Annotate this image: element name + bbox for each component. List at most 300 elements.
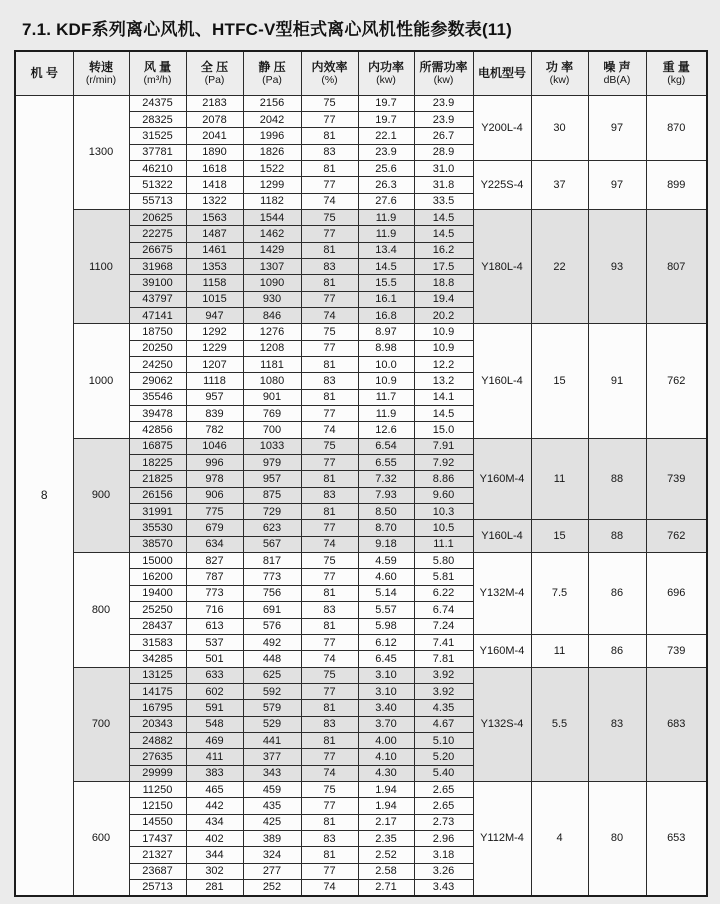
- internal-power-cell: 4.59: [358, 553, 414, 569]
- motor-power-cell: 11: [531, 438, 588, 520]
- required-power-cell: 14.1: [414, 389, 473, 405]
- required-power-cell: 23.9: [414, 95, 473, 111]
- required-power-cell: 3.92: [414, 667, 473, 683]
- efficiency-cell: 81: [301, 357, 358, 373]
- performance-table: [14, 50, 708, 897]
- speed-cell: 700: [73, 667, 129, 781]
- efficiency-cell: 75: [301, 209, 358, 225]
- airflow-cell: 16875: [129, 438, 186, 454]
- airflow-cell: 22275: [129, 226, 186, 242]
- internal-power-cell: 11.9: [358, 226, 414, 242]
- airflow-cell: 27635: [129, 749, 186, 765]
- airflow-cell: 24375: [129, 95, 186, 111]
- airflow-cell: 24882: [129, 732, 186, 748]
- header-cell-speed: [73, 51, 129, 95]
- airflow-cell: 21825: [129, 471, 186, 487]
- weight-cell: 653: [646, 781, 707, 895]
- total-pressure-cell: 1618: [186, 160, 243, 176]
- required-power-cell: 3.92: [414, 683, 473, 699]
- total-pressure-cell: 465: [186, 781, 243, 797]
- total-pressure-cell: 2078: [186, 111, 243, 127]
- total-pressure-cell: 1158: [186, 275, 243, 291]
- airflow-cell: 31991: [129, 504, 186, 520]
- motor-power-cell: 37: [531, 160, 588, 209]
- efficiency-cell: 74: [301, 536, 358, 552]
- total-pressure-cell: 633: [186, 667, 243, 683]
- static-pressure-cell: 2156: [243, 95, 301, 111]
- speed-cell: 1300: [73, 95, 129, 209]
- static-pressure-cell: 1429: [243, 242, 301, 258]
- required-power-cell: 7.91: [414, 438, 473, 454]
- static-pressure-cell: 435: [243, 798, 301, 814]
- motor-power-cell: 15: [531, 520, 588, 553]
- efficiency-cell: 75: [301, 438, 358, 454]
- efficiency-cell: 77: [301, 683, 358, 699]
- speed-cell: 1000: [73, 324, 129, 438]
- motor-power-cell: 22: [531, 209, 588, 323]
- header-cell-efficiency: [301, 51, 358, 95]
- efficiency-cell: 81: [301, 504, 358, 520]
- airflow-cell: 20625: [129, 209, 186, 225]
- table-body: [15, 95, 707, 896]
- internal-power-cell: 6.45: [358, 651, 414, 667]
- noise-cell: 86: [588, 553, 646, 635]
- efficiency-cell: 81: [301, 732, 358, 748]
- total-pressure-cell: 383: [186, 765, 243, 781]
- internal-power-cell: 4.30: [358, 765, 414, 781]
- total-pressure-cell: 548: [186, 716, 243, 732]
- total-pressure-cell: 716: [186, 602, 243, 618]
- static-pressure-cell: 1181: [243, 357, 301, 373]
- header-cell-required-power: [414, 51, 473, 95]
- airflow-cell: 29062: [129, 373, 186, 389]
- efficiency-cell: 83: [301, 144, 358, 160]
- internal-power-cell: 8.50: [358, 504, 414, 520]
- internal-power-cell: 8.98: [358, 340, 414, 356]
- static-pressure-cell: 1208: [243, 340, 301, 356]
- internal-power-cell: 4.10: [358, 749, 414, 765]
- static-pressure-cell: 1522: [243, 160, 301, 176]
- required-power-cell: 31.8: [414, 177, 473, 193]
- internal-power-cell: 3.70: [358, 716, 414, 732]
- required-power-cell: 4.67: [414, 716, 473, 732]
- header-cell-total-pressure: [186, 51, 243, 95]
- static-pressure-cell: 1307: [243, 258, 301, 274]
- required-power-cell: 20.2: [414, 307, 473, 323]
- table-row: [15, 324, 707, 340]
- efficiency-cell: 83: [301, 716, 358, 732]
- static-pressure-cell: 459: [243, 781, 301, 797]
- airflow-cell: 12150: [129, 798, 186, 814]
- motor-model-cell: Y132S-4: [473, 667, 531, 781]
- efficiency-cell: 77: [301, 749, 358, 765]
- airflow-cell: 26675: [129, 242, 186, 258]
- header-cell-airflow: [129, 51, 186, 95]
- static-pressure-cell: 691: [243, 602, 301, 618]
- table-row: [15, 95, 707, 111]
- internal-power-cell: 14.5: [358, 258, 414, 274]
- required-power-cell: 9.60: [414, 487, 473, 503]
- total-pressure-cell: 1418: [186, 177, 243, 193]
- total-pressure-cell: 1322: [186, 193, 243, 209]
- static-pressure-cell: 1182: [243, 193, 301, 209]
- airflow-cell: 21327: [129, 847, 186, 863]
- efficiency-cell: 81: [301, 814, 358, 830]
- airflow-cell: 19400: [129, 585, 186, 601]
- internal-power-cell: 5.98: [358, 618, 414, 634]
- total-pressure-cell: 1487: [186, 226, 243, 242]
- header-label: 重 量: [662, 59, 690, 74]
- airflow-cell: 35530: [129, 520, 186, 536]
- header-unit: (kw): [376, 73, 396, 86]
- motor-model-cell: Y160M-4: [473, 634, 531, 667]
- internal-power-cell: 4.00: [358, 732, 414, 748]
- static-pressure-cell: 567: [243, 536, 301, 552]
- required-power-cell: 5.80: [414, 553, 473, 569]
- required-power-cell: 6.22: [414, 585, 473, 601]
- header-unit: (kg): [667, 73, 686, 86]
- efficiency-cell: 77: [301, 798, 358, 814]
- internal-power-cell: 4.60: [358, 569, 414, 585]
- static-pressure-cell: 579: [243, 700, 301, 716]
- total-pressure-cell: 2183: [186, 95, 243, 111]
- required-power-cell: 12.2: [414, 357, 473, 373]
- internal-power-cell: 8.70: [358, 520, 414, 536]
- required-power-cell: 10.5: [414, 520, 473, 536]
- efficiency-cell: 74: [301, 307, 358, 323]
- required-power-cell: 17.5: [414, 258, 473, 274]
- internal-power-cell: 5.57: [358, 602, 414, 618]
- static-pressure-cell: 252: [243, 880, 301, 896]
- total-pressure-cell: 1890: [186, 144, 243, 160]
- internal-power-cell: 16.8: [358, 307, 414, 323]
- airflow-cell: 51322: [129, 177, 186, 193]
- total-pressure-cell: 602: [186, 683, 243, 699]
- airflow-cell: 31525: [129, 128, 186, 144]
- static-pressure-cell: 1996: [243, 128, 301, 144]
- required-power-cell: 28.9: [414, 144, 473, 160]
- header-unit: (kw): [433, 73, 454, 86]
- airflow-cell: 31968: [129, 258, 186, 274]
- static-pressure-cell: 979: [243, 455, 301, 471]
- motor-model-cell: Y225S-4: [473, 160, 531, 209]
- internal-power-cell: 6.12: [358, 634, 414, 650]
- efficiency-cell: 77: [301, 569, 358, 585]
- static-pressure-cell: 769: [243, 406, 301, 422]
- total-pressure-cell: 344: [186, 847, 243, 863]
- efficiency-cell: 81: [301, 242, 358, 258]
- noise-cell: 91: [588, 324, 646, 438]
- total-pressure-cell: 2041: [186, 128, 243, 144]
- static-pressure-cell: 1299: [243, 177, 301, 193]
- airflow-cell: 11250: [129, 781, 186, 797]
- internal-power-cell: 10.9: [358, 373, 414, 389]
- internal-power-cell: 22.1: [358, 128, 414, 144]
- efficiency-cell: 74: [301, 193, 358, 209]
- airflow-cell: 42856: [129, 422, 186, 438]
- total-pressure-cell: 996: [186, 455, 243, 471]
- efficiency-cell: 81: [301, 128, 358, 144]
- internal-power-cell: 23.9: [358, 144, 414, 160]
- motor-model-cell: Y160L-4: [473, 520, 531, 553]
- table-row: [15, 553, 707, 569]
- header-cell-weight: [646, 51, 707, 95]
- airflow-cell: 28325: [129, 111, 186, 127]
- total-pressure-cell: 827: [186, 553, 243, 569]
- efficiency-cell: 74: [301, 651, 358, 667]
- static-pressure-cell: 875: [243, 487, 301, 503]
- efficiency-cell: 77: [301, 111, 358, 127]
- required-power-cell: 16.2: [414, 242, 473, 258]
- static-pressure-cell: 1276: [243, 324, 301, 340]
- static-pressure-cell: 729: [243, 504, 301, 520]
- speed-cell: 600: [73, 781, 129, 895]
- total-pressure-cell: 773: [186, 585, 243, 601]
- total-pressure-cell: 402: [186, 830, 243, 846]
- efficiency-cell: 75: [301, 667, 358, 683]
- airflow-cell: 29999: [129, 765, 186, 781]
- header-row: [15, 51, 707, 95]
- efficiency-cell: 77: [301, 177, 358, 193]
- airflow-cell: 31583: [129, 634, 186, 650]
- airflow-cell: 35546: [129, 389, 186, 405]
- airflow-cell: 17437: [129, 830, 186, 846]
- noise-cell: 86: [588, 634, 646, 667]
- airflow-cell: 13125: [129, 667, 186, 683]
- static-pressure-cell: 377: [243, 749, 301, 765]
- airflow-cell: 25713: [129, 880, 186, 896]
- noise-cell: 80: [588, 781, 646, 895]
- motor-model-cell: Y132M-4: [473, 553, 531, 635]
- total-pressure-cell: 1118: [186, 373, 243, 389]
- header-label: 风 量: [143, 59, 172, 74]
- static-pressure-cell: 901: [243, 389, 301, 405]
- airflow-cell: 16795: [129, 700, 186, 716]
- required-power-cell: 3.18: [414, 847, 473, 863]
- efficiency-cell: 81: [301, 585, 358, 601]
- airflow-cell: 46210: [129, 160, 186, 176]
- weight-cell: 683: [646, 667, 707, 781]
- total-pressure-cell: 281: [186, 880, 243, 896]
- total-pressure-cell: 434: [186, 814, 243, 830]
- internal-power-cell: 3.10: [358, 667, 414, 683]
- table-row: [15, 781, 707, 797]
- internal-power-cell: 2.58: [358, 863, 414, 879]
- airflow-cell: 38570: [129, 536, 186, 552]
- internal-power-cell: 11.9: [358, 406, 414, 422]
- total-pressure-cell: 978: [186, 471, 243, 487]
- static-pressure-cell: 1033: [243, 438, 301, 454]
- header-label: 所需功率: [419, 59, 468, 74]
- required-power-cell: 5.10: [414, 732, 473, 748]
- internal-power-cell: 12.6: [358, 422, 414, 438]
- motor-power-cell: 4: [531, 781, 588, 895]
- total-pressure-cell: 679: [186, 520, 243, 536]
- airflow-cell: 26156: [129, 487, 186, 503]
- total-pressure-cell: 591: [186, 700, 243, 716]
- required-power-cell: 2.96: [414, 830, 473, 846]
- total-pressure-cell: 1207: [186, 357, 243, 373]
- airflow-cell: 20250: [129, 340, 186, 356]
- static-pressure-cell: 930: [243, 291, 301, 307]
- required-power-cell: 14.5: [414, 226, 473, 242]
- header-cell-internal-power: [358, 51, 414, 95]
- required-power-cell: 5.20: [414, 749, 473, 765]
- internal-power-cell: 27.6: [358, 193, 414, 209]
- static-pressure-cell: 1462: [243, 226, 301, 242]
- efficiency-cell: 77: [301, 406, 358, 422]
- total-pressure-cell: 1353: [186, 258, 243, 274]
- internal-power-cell: 9.18: [358, 536, 414, 552]
- airflow-cell: 43797: [129, 291, 186, 307]
- header-cell-motor-model: [473, 51, 531, 95]
- header-unit: (r/min): [85, 73, 117, 86]
- internal-power-cell: 16.1: [358, 291, 414, 307]
- required-power-cell: 7.41: [414, 634, 473, 650]
- static-pressure-cell: 625: [243, 667, 301, 683]
- airflow-cell: 16200: [129, 569, 186, 585]
- static-pressure-cell: 576: [243, 618, 301, 634]
- header-unit: (m³/h): [143, 73, 172, 86]
- noise-cell: 88: [588, 520, 646, 553]
- airflow-cell: 25250: [129, 602, 186, 618]
- airflow-cell: 34285: [129, 651, 186, 667]
- internal-power-cell: 11.9: [358, 209, 414, 225]
- noise-cell: 97: [588, 160, 646, 209]
- table-head: [15, 51, 707, 95]
- required-power-cell: 6.74: [414, 602, 473, 618]
- weight-cell: 739: [646, 634, 707, 667]
- airflow-cell: 18225: [129, 455, 186, 471]
- required-power-cell: 13.2: [414, 373, 473, 389]
- airflow-cell: 55713: [129, 193, 186, 209]
- internal-power-cell: 2.52: [358, 847, 414, 863]
- machine-no-cell: 8: [15, 95, 73, 896]
- airflow-cell: 28437: [129, 618, 186, 634]
- motor-model-cell: Y160L-4: [473, 324, 531, 438]
- page-title: 7.1. KDF系列离心风机、HTFC-V型柜式离心风机性能参数表(11): [22, 20, 513, 39]
- internal-power-cell: 6.55: [358, 455, 414, 471]
- required-power-cell: 11.1: [414, 536, 473, 552]
- required-power-cell: 26.7: [414, 128, 473, 144]
- header-unit: (Pa): [262, 73, 282, 86]
- required-power-cell: 23.9: [414, 111, 473, 127]
- efficiency-cell: 77: [301, 634, 358, 650]
- internal-power-cell: 2.35: [358, 830, 414, 846]
- airflow-cell: 24250: [129, 357, 186, 373]
- static-pressure-cell: 448: [243, 651, 301, 667]
- required-power-cell: 3.26: [414, 863, 473, 879]
- required-power-cell: 4.35: [414, 700, 473, 716]
- total-pressure-cell: 411: [186, 749, 243, 765]
- table-row: [15, 438, 707, 454]
- motor-power-cell: 15: [531, 324, 588, 438]
- static-pressure-cell: 846: [243, 307, 301, 323]
- static-pressure-cell: 957: [243, 471, 301, 487]
- internal-power-cell: 11.7: [358, 389, 414, 405]
- speed-cell: 1100: [73, 209, 129, 323]
- efficiency-cell: 83: [301, 258, 358, 274]
- total-pressure-cell: 302: [186, 863, 243, 879]
- motor-model-cell: Y112M-4: [473, 781, 531, 895]
- internal-power-cell: 19.7: [358, 95, 414, 111]
- required-power-cell: 3.43: [414, 880, 473, 896]
- header-cell-static-pressure: [243, 51, 301, 95]
- efficiency-cell: 83: [301, 487, 358, 503]
- efficiency-cell: 77: [301, 455, 358, 471]
- static-pressure-cell: 441: [243, 732, 301, 748]
- table-row: [15, 667, 707, 683]
- static-pressure-cell: 2042: [243, 111, 301, 127]
- weight-cell: 807: [646, 209, 707, 323]
- internal-power-cell: 19.7: [358, 111, 414, 127]
- header-cell-noise: [588, 51, 646, 95]
- noise-cell: 83: [588, 667, 646, 781]
- weight-cell: 696: [646, 553, 707, 635]
- airflow-cell: 14175: [129, 683, 186, 699]
- static-pressure-cell: 389: [243, 830, 301, 846]
- internal-power-cell: 15.5: [358, 275, 414, 291]
- required-power-cell: 33.5: [414, 193, 473, 209]
- total-pressure-cell: 957: [186, 389, 243, 405]
- airflow-cell: 15000: [129, 553, 186, 569]
- total-pressure-cell: 1015: [186, 291, 243, 307]
- airflow-cell: 39100: [129, 275, 186, 291]
- header-label: 功 率: [545, 59, 574, 74]
- required-power-cell: 31.0: [414, 160, 473, 176]
- static-pressure-cell: 277: [243, 863, 301, 879]
- airflow-cell: 14550: [129, 814, 186, 830]
- header-label: 内效率: [311, 59, 348, 74]
- header-label: 静 压: [258, 59, 286, 74]
- total-pressure-cell: 613: [186, 618, 243, 634]
- static-pressure-cell: 592: [243, 683, 301, 699]
- static-pressure-cell: 700: [243, 422, 301, 438]
- speed-cell: 900: [73, 438, 129, 552]
- efficiency-cell: 74: [301, 765, 358, 781]
- total-pressure-cell: 1292: [186, 324, 243, 340]
- efficiency-cell: 77: [301, 863, 358, 879]
- efficiency-cell: 81: [301, 275, 358, 291]
- airflow-cell: 23687: [129, 863, 186, 879]
- speed-cell: 800: [73, 553, 129, 667]
- static-pressure-cell: 492: [243, 634, 301, 650]
- weight-cell: 739: [646, 438, 707, 520]
- static-pressure-cell: 324: [243, 847, 301, 863]
- total-pressure-cell: 1461: [186, 242, 243, 258]
- efficiency-cell: 83: [301, 602, 358, 618]
- table-row: [15, 209, 707, 225]
- motor-power-cell: 11: [531, 634, 588, 667]
- header-label: 噪 声: [603, 59, 631, 74]
- static-pressure-cell: 1080: [243, 373, 301, 389]
- header-label: 转速: [88, 59, 113, 74]
- motor-model-cell: Y200L-4: [473, 95, 531, 160]
- internal-power-cell: 7.93: [358, 487, 414, 503]
- noise-cell: 93: [588, 209, 646, 323]
- internal-power-cell: 10.0: [358, 357, 414, 373]
- efficiency-cell: 75: [301, 95, 358, 111]
- internal-power-cell: 26.3: [358, 177, 414, 193]
- motor-power-cell: 30: [531, 95, 588, 160]
- header-label: 全 压: [200, 59, 229, 74]
- efficiency-cell: 81: [301, 618, 358, 634]
- header-unit: (%): [321, 73, 338, 86]
- internal-power-cell: 1.94: [358, 781, 414, 797]
- header-unit: dB(A): [603, 73, 631, 86]
- total-pressure-cell: 787: [186, 569, 243, 585]
- required-power-cell: 15.0: [414, 422, 473, 438]
